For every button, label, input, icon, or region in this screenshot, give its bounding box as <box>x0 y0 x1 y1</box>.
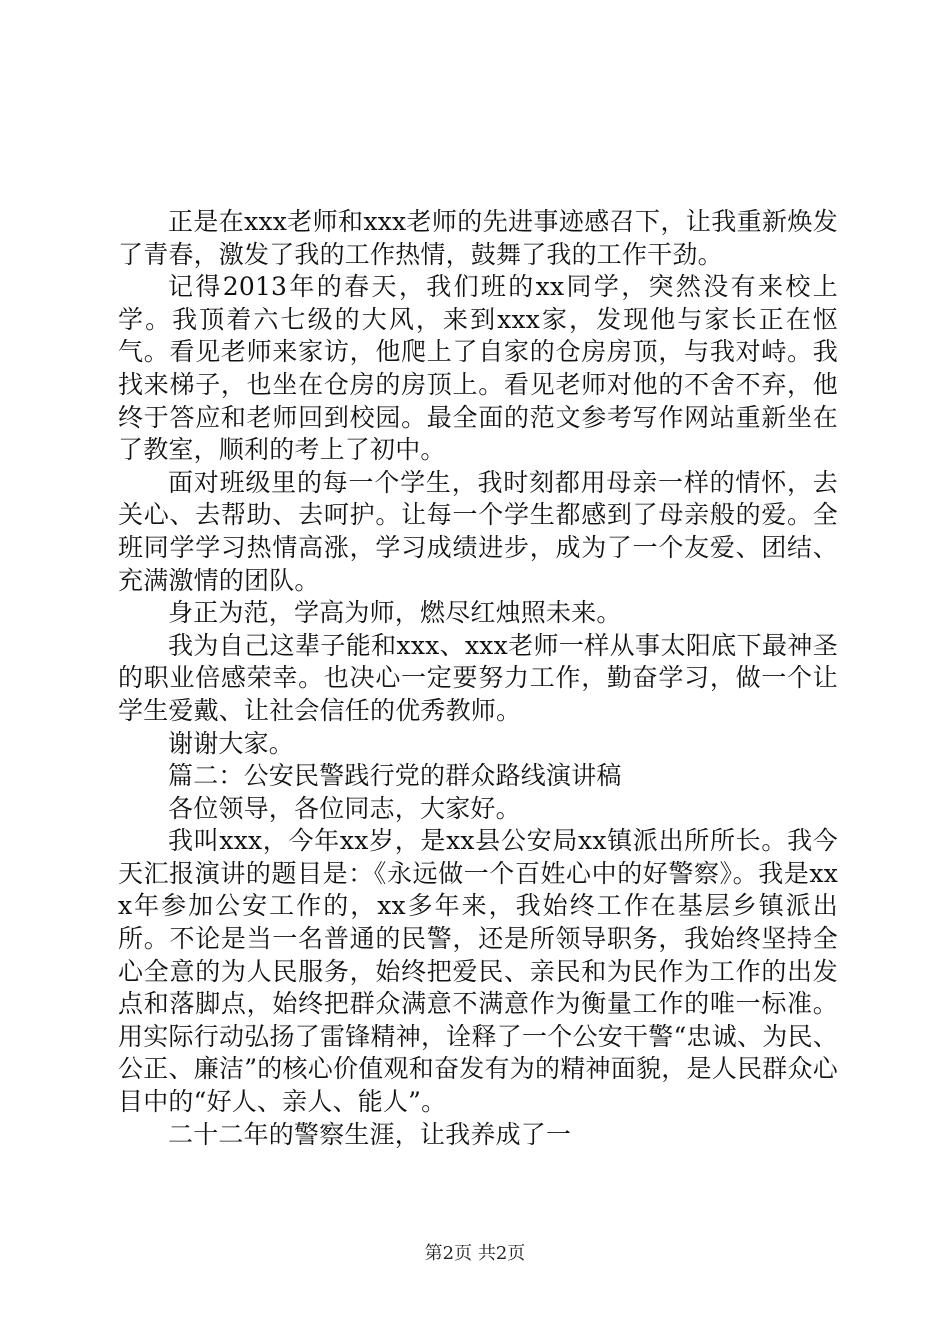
section-heading: 篇二：公安民警践行党的群众路线演讲稿 <box>168 761 622 791</box>
paragraph-1: 正是在xxx老师和xxx老师的先进事迹感召下，让我重新焕发了青春，激发了我的工作热情，鼓舞了我的工作干劲。 <box>118 207 838 269</box>
document-body <box>118 206 838 1151</box>
paragraph-greeting: 各位领导，各位同志，大家好。 <box>168 793 521 823</box>
paragraph-5: 我为自己这辈子能和xxx、xxx老师一样从事太阳底下最神圣的职业倍感荣幸。也决心一定要努力工作，勤奋学习，做一个让学生爱戴、让社会信任的优秀教师。 <box>118 630 838 725</box>
paragraph-3: 面对班级里的每一个学生，我时刻都用母亲一样的情怀，去关心、去帮助、去呵护。让每一个学生都感到了母亲般的爱。全班同学学习热情高涨，学习成绩进步，成为了一个友爱、团结、充满激情的团队。 <box>118 467 838 595</box>
paragraph-4: 身正为范，学高为师，燃尽红烛照未来。 <box>168 598 622 628</box>
paragraph-2: 记得2013年的春天，我们班的xx同学，突然没有来校上学。我顶着六七级的大风，来到xxx家，发现他与家长正在怄气。看见老师来家访，他爬上了自家的仓房房顶，与我对峙。我找来梯子，也坐在仓房的房顶上。看见老师对他的不舍不弃，他终于答应和老师回到校园。最全面的范文参考写作网站重新坐在了教室，顺利的考上了初中。 <box>118 272 838 465</box>
paragraph-6: 谢谢大家。 <box>168 728 295 758</box>
page-footer: 第2页 共2页 <box>424 1243 526 1264</box>
paragraph-speech: 我叫xxx，今年xx岁，是xx县公安局xx镇派出所所长。我今天汇报演讲的题目是：《永远做一个百姓心中的好警察》。我是xxx年参加公安工作的，xx多年来，我始终工作在基层乡镇派出所。不论是当一名普通的民警，还是所领导职务，我始终坚持全心全意的为人民服务，始终把爱民、亲民和为民作为工作的出发点和落脚点，始终把群众满意不满意作为衡量工作的唯一标准。用实际行动弘扬了雷锋精神，诠释了一个公安干警“忠诚、为民、公正、廉洁”的核心价值观和奋发有为的精神面貌，是人民群众心目中的“好人、亲人、能人”。 <box>118 826 838 1117</box>
paragraph-last: 二十二年的警察生涯，让我养成了一 <box>168 1119 572 1149</box>
